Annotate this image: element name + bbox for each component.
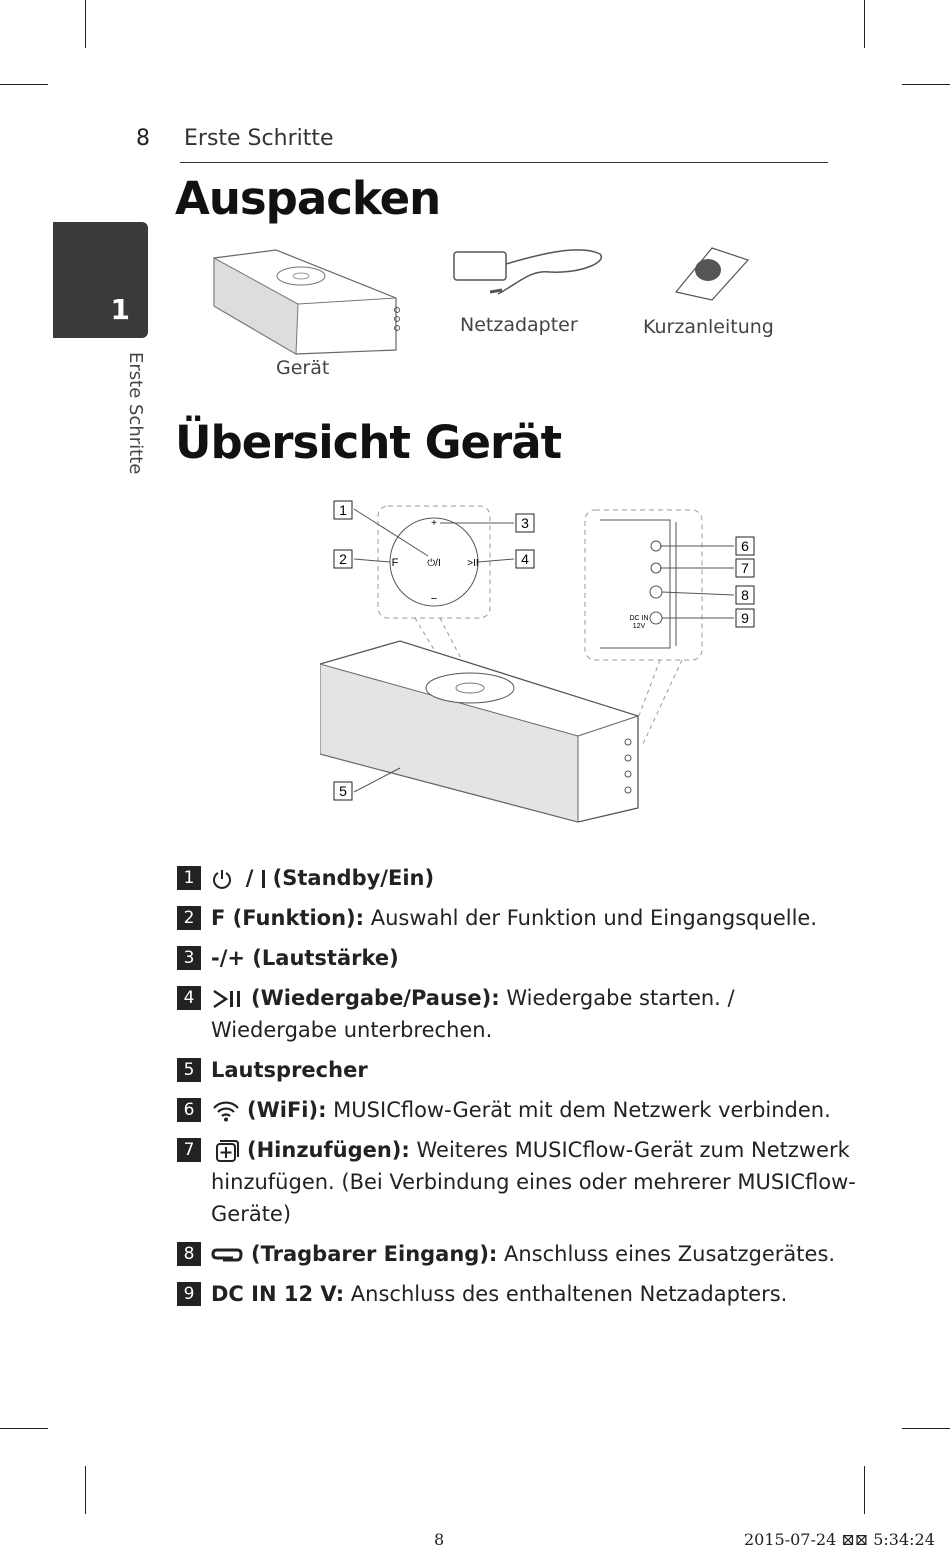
power-icon (211, 868, 233, 890)
device-caption: Gerät (276, 357, 330, 379)
legend-bold: (Hinzufügen): (247, 1138, 410, 1162)
crop-mark (902, 1428, 950, 1429)
chapter-side-label: Erste Schritte (125, 352, 146, 475)
portable-in-icon (211, 1244, 245, 1266)
legend-item: 6 (WiFi): MUSICflow-Gerät mit dem Netzwerk verbinden. (177, 1094, 857, 1126)
legend-number: 5 (177, 1058, 201, 1082)
legend-number: 9 (177, 1282, 201, 1306)
play-pause-icon (211, 988, 245, 1010)
header-rule (180, 162, 828, 163)
wifi-icon (211, 1100, 241, 1122)
on-bar-icon (261, 868, 267, 890)
play-label: >II (467, 558, 479, 569)
legend-item (177, 862, 857, 894)
speaker-illustration (206, 246, 406, 358)
legend-bold: (WiFi): (247, 1098, 327, 1122)
legend-bold: Lautsprecher (211, 1058, 368, 1082)
callout-1: 1 (339, 502, 347, 518)
footer-timestamp: 2015-07-24 ⊠⊠ 5:34:24 (744, 1530, 935, 1549)
chapter-tab (53, 222, 148, 338)
callout-4: 4 (521, 551, 529, 567)
page-number: 8 (136, 126, 150, 151)
quick-guide-caption: Kurzanleitung (643, 316, 774, 338)
footer-page-number: 8 (434, 1530, 445, 1549)
callout-6: 6 (741, 538, 749, 554)
callout-8: 8 (741, 587, 749, 603)
crop-mark (85, 0, 86, 48)
legend-bold: DC IN 12 V: (211, 1282, 345, 1306)
callout-2: 2 (339, 551, 347, 567)
legend-item (177, 1054, 857, 1086)
power-label: ⏻/I (427, 558, 441, 569)
volt-label: 12V (632, 623, 646, 630)
legend-number: 6 (177, 1098, 201, 1122)
legend-item: 7 (Hinzufügen): Weiteres MUSICflow-Gerät zum Netzwerk hinzufügen. (Bei Verbindung eines oder mehrerer MUSICflow-Geräte) (177, 1134, 857, 1230)
legend-item: 8 (Tragbarer Eingang): Anschluss eines Zusatzgerätes. (177, 1238, 857, 1270)
legend-number: 8 (177, 1242, 201, 1266)
legend-bold: (Wiedergabe/Pause): (251, 986, 500, 1010)
plus-label: + (431, 518, 437, 529)
legend-item: 4 (Wiedergabe/Pause): Wiedergabe starten. / Wiedergabe unterbrechen. (177, 982, 857, 1046)
crop-mark (864, 0, 865, 48)
legend-item: 9 DC IN 12 V: Anschluss des enthaltenen Netzadapters. (177, 1278, 857, 1310)
power-adapter-illustration (450, 244, 610, 300)
unpacking-title: Auspacken (175, 172, 441, 225)
overview-title: Übersicht Gerät (175, 416, 562, 469)
legend-label: / (245, 866, 261, 890)
legend-number: 3 (177, 946, 201, 970)
callout-9: 9 (741, 610, 749, 626)
quick-guide-illustration (672, 244, 752, 302)
device-overview-diagram (320, 496, 770, 836)
adapter-caption: Netzadapter (460, 314, 578, 336)
legend-bold: (Tragbarer Eingang): (251, 1242, 498, 1266)
legend-number: 1 (177, 866, 201, 890)
function-label: F (391, 557, 399, 569)
callout-5: 5 (339, 783, 347, 799)
legend-bold: -/+ (Lautstärke) (211, 946, 399, 970)
crop-mark (85, 1466, 86, 1514)
legend-number: 4 (177, 986, 201, 1010)
crop-mark (0, 1428, 48, 1429)
legend-item (177, 942, 857, 974)
dc-in-label: DC IN (629, 615, 649, 622)
legend-bold: F (Funktion): (211, 906, 365, 930)
legend-list (177, 862, 857, 1318)
callout-3: 3 (521, 515, 529, 531)
crop-mark (902, 84, 950, 85)
minus-label: − (430, 593, 438, 605)
legend-bold: (Standby/Ein) (272, 866, 435, 890)
legend-item: 2 F (Funktion): Auswahl der Funktion und Eingangsquelle. (177, 902, 857, 934)
crop-mark (864, 1466, 865, 1514)
section-heading: Erste Schritte (184, 126, 334, 151)
callout-7: 7 (741, 560, 749, 576)
crop-mark (0, 84, 48, 85)
legend-number: 2 (177, 906, 201, 930)
legend-number: 7 (177, 1138, 201, 1162)
chapter-number: 1 (110, 293, 130, 326)
add-icon (211, 1139, 241, 1163)
